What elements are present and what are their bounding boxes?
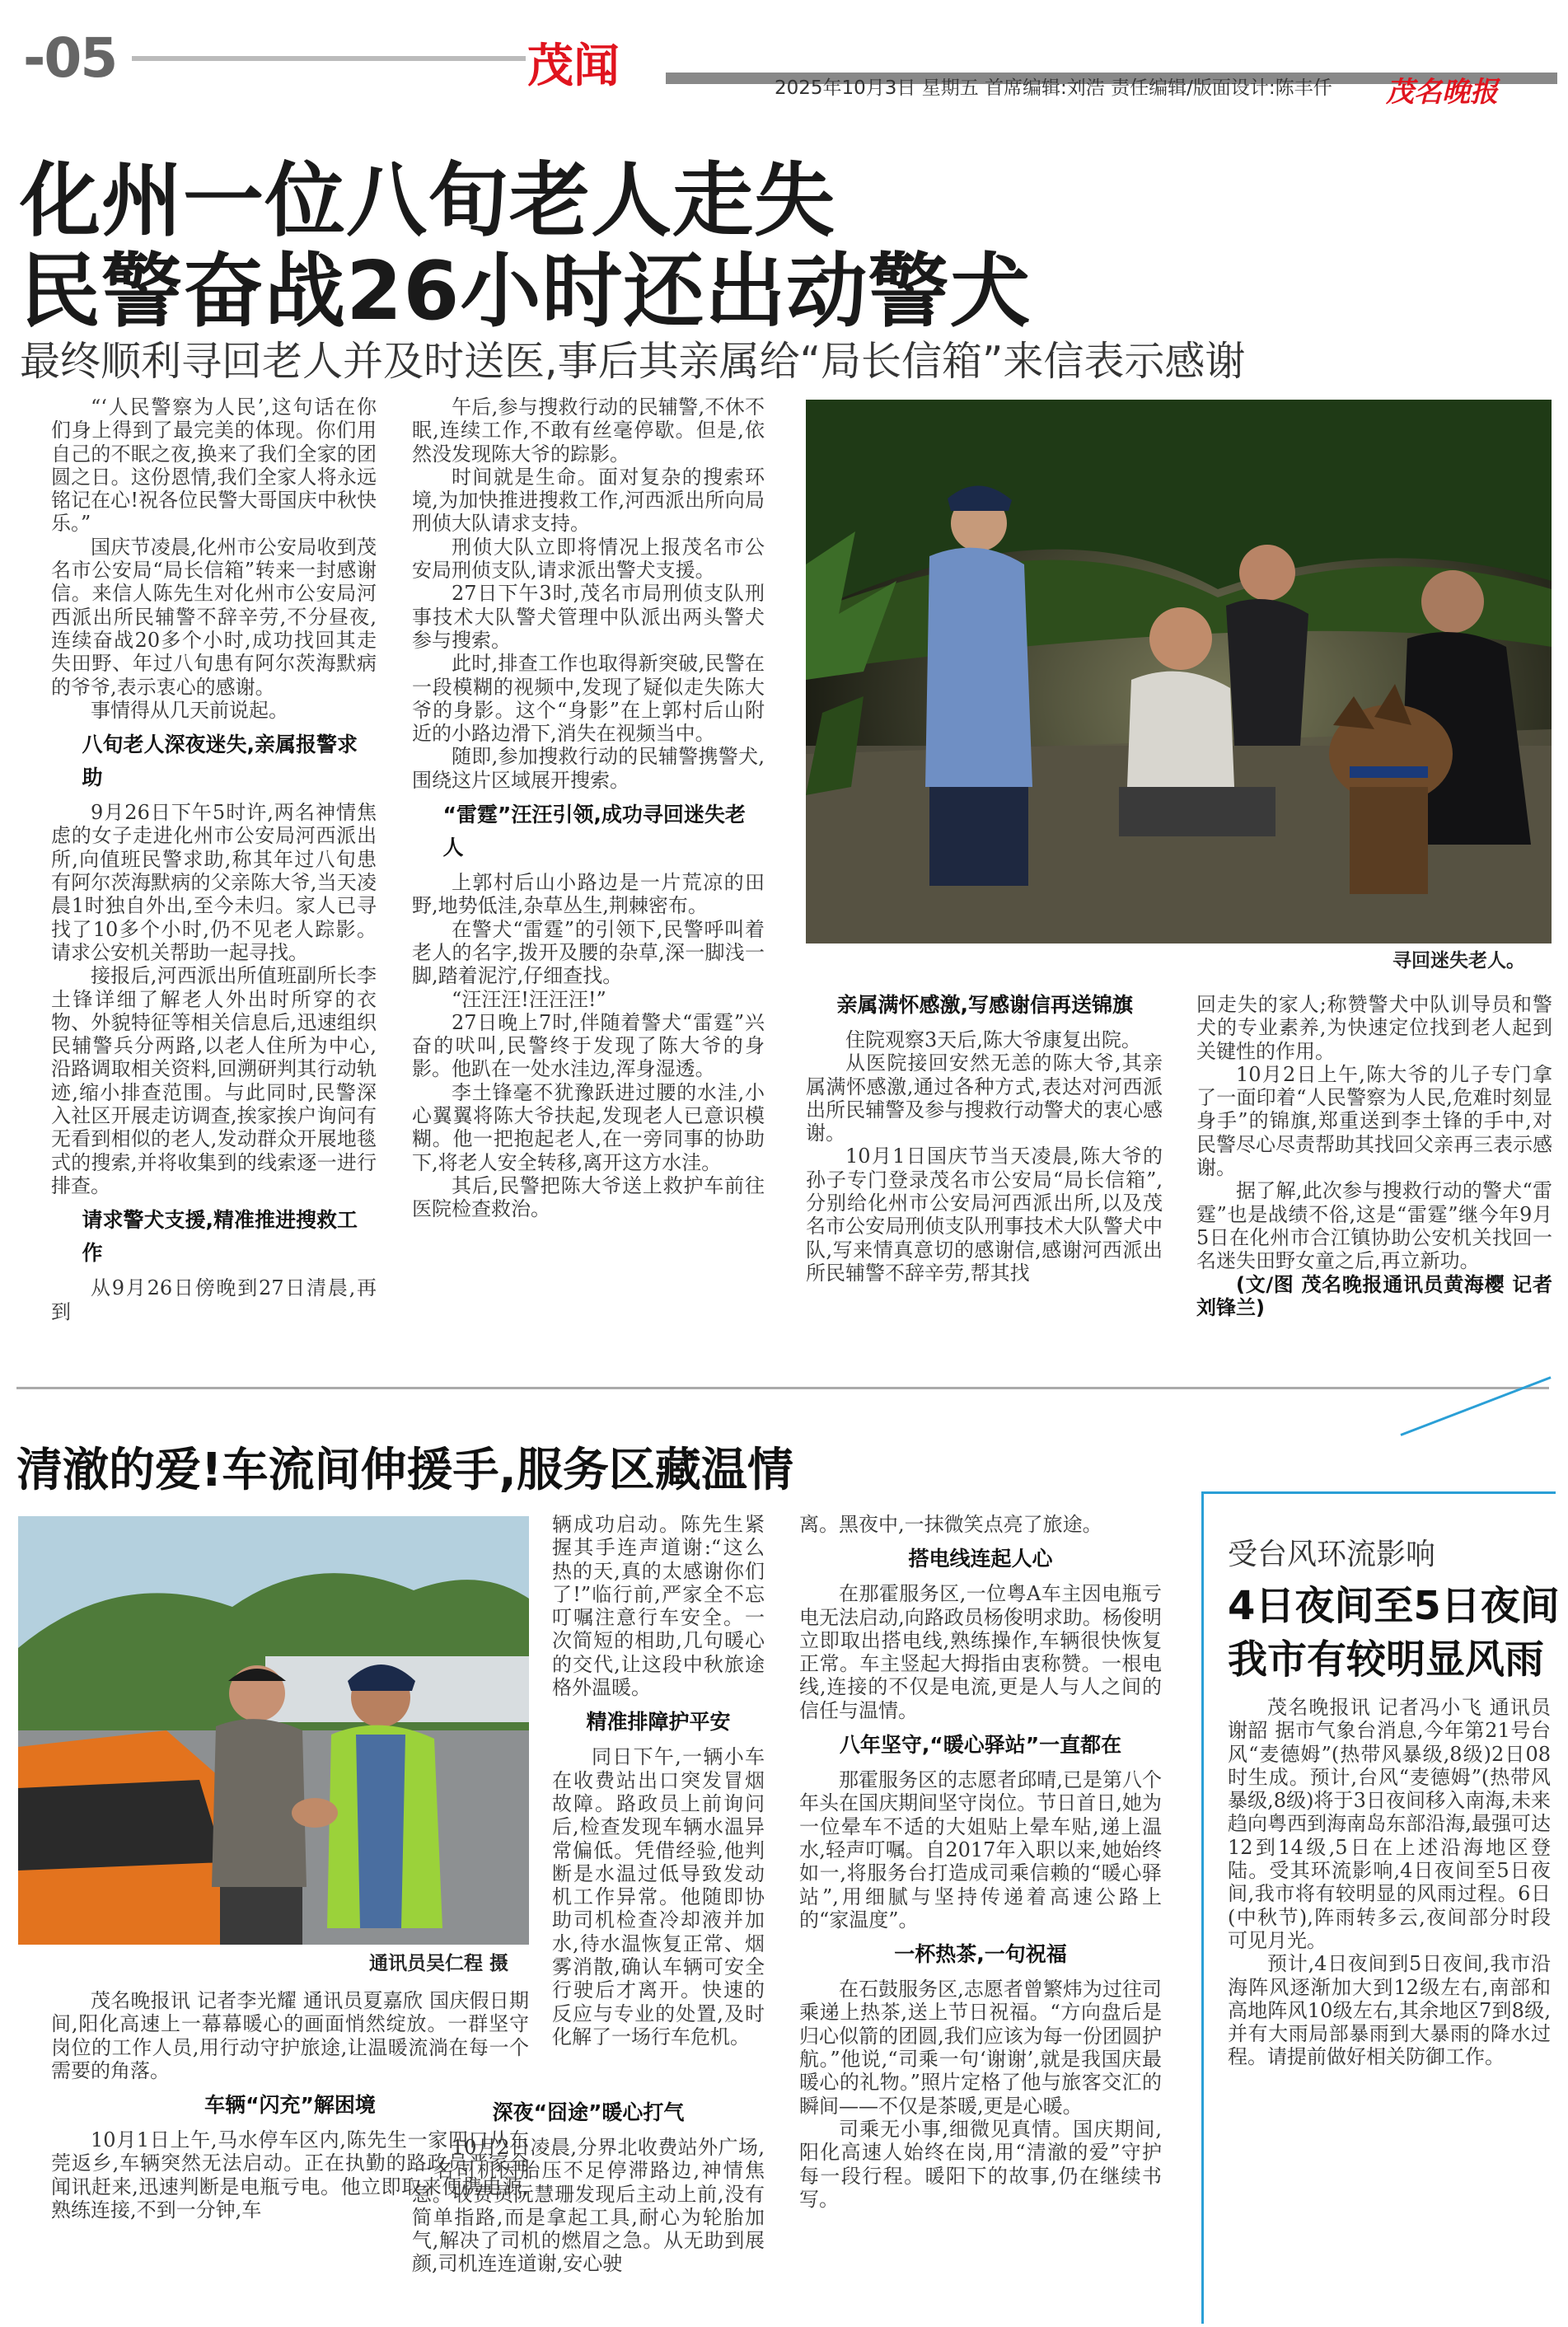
paragraph: 此时,排查工作也取得新突破,民警在一段模糊的视频中,发现了疑似走失陈大爷的身影。这个“身影”在上郭村后山附近的小路边滑下,消失在视频当中。 (412, 652, 765, 746)
story3-kicker: 受台风环流影响 (1228, 1538, 1436, 1571)
paragraph: 随即,参加搜救行动的民辅警携警犬,围绕这片区域展开搜索。 (412, 745, 765, 792)
story1-headline-line2: 民警奋战26小时还出动警犬 (20, 245, 1032, 339)
paragraph: 回走失的家人;称赞警犬中队训导员和警犬的专业素养,为快速定位找到老人起到关键性的作用。 (1196, 993, 1552, 1063)
paragraph: 辆成功启动。陈先生紧握其手连声道谢:“这么热的天,真的太感谢你们了!”临行前,严家全不忘叮嘱注意行车安全。一次简短的相助,几句暖心的交代,让这段中秋旅途格外温暖。 (552, 1513, 765, 1700)
paragraph: 茂名晚报讯 记者冯小飞 通讯员谢韶 据市气象台消息,今年第21号台风“麦德姆”(热带风暴级,8级)2日08时生成。预计,台风“麦德姆”(热带风暴级,8级)将于3日夜间移入南海,未来趋向粤西到海南岛东部沿海,最强可达12到14级,5日在上述沿海地区登陆。受其环流影响,4日夜间至5日夜间,我市将有较明显的风雨过程。6日(中秋节),阵雨转多云,夜间部分时段可见月光。 (1228, 1696, 1551, 1952)
paragraph: 午后,参与搜救行动的民辅警,不休不眠,连续工作,不敢有丝毫停歇。但是,依然没发现陈大爷的踪影。 (412, 396, 765, 466)
story2-subheading-2: 精准排障护平安 (586, 1710, 731, 1735)
story2-column-2a (552, 1513, 765, 2048)
story1-column-2 (412, 396, 765, 1221)
story1-column-4 (1196, 993, 1552, 1319)
story1-subheading-1: 八旬老人深夜迷失,亲属报警求助 (82, 733, 358, 790)
page-number: -05 (23, 26, 117, 90)
paragraph: 10月1日上午,马水停车区内,陈先生一家四口从东莞返乡,车辆突然无法启动。正在执勤的路政员严家全闻讯赶来,迅速判断是电瓶亏电。他立即取来便携电源,熟练连接,不到一分钟,车 (51, 2128, 529, 2222)
paragraph: 预计,4日夜间到5日夜间,我市沿海阵风逐渐加大到12级左右,南部和高地阵风10级左右,其余地区7到8级,并有大雨局部暴雨到大暴雨的降水过程。请提前做好相关防御工作。 (1228, 1952, 1551, 2069)
paragraph: 在那霍服务区,一位粤A车主因电瓶亏电无法启动,向路政员杨俊明求助。杨俊明立即取出搭电线,熟练操作,车辆很快恢复正常。车主竖起大拇指由衷称赞。一根电线,连接的不仅是电流,更是人与人之间的信任与温情。 (799, 1582, 1162, 1722)
paragraph: 事情得从几天前说起。 (91, 698, 288, 722)
paragraph: 在警犬“雷霆”的引领下,民警呼叫着老人的名字,拨开及腰的杂草,深一脚浅一脚,踏着泥泞,仔细查找。 (412, 917, 765, 988)
story2-photo (18, 1516, 529, 1945)
story1-byline: (文/图 茂名晚报通讯员黄海樱 记者刘锋兰) (1196, 1272, 1552, 1319)
section-divider (16, 1387, 1549, 1389)
story2-headline: 清澈的爱!车流间伸援手,服务区藏温情 (16, 1444, 793, 1497)
paragraph: 10月2日上午,陈大爷的儿子专门拿了一面印着“人民警察为人民,危难时刻显身手”的锦旗,郑重送到李土锋的手中,对民警尽心尽责帮助其找回父亲再三表示感谢。 (1196, 1062, 1552, 1180)
story2-subheading-5: 八年坚守,“暖心驿站”一直都在 (839, 1733, 1122, 1758)
story1-subheading-4: 亲属满怀感激,写感谢信再送锦旗 (836, 993, 1133, 1017)
paragraph: 上郭村后山小路边是一片荒凉的田野,地势低洼,杂草丛生,荆棘密布。 (412, 871, 765, 918)
paragraph: 10月2日凌晨,分界北收费站外广场,一名司机因胎压不足停滞路边,神情焦急。收费员阮慧珊发现后主动上前,没有简单指路,而是拿起工具,耐心为轮胎加气,解决了司机的燃眉之急。从无助到展颜,司机连连道谢,安心驶 (412, 2136, 765, 2276)
story2-subheading-6: 一杯热茶,一句祝福 (894, 1942, 1067, 1967)
paragraph: 9月26日下午5时许,两名神情焦虑的女子走进化州市公安局河西派出所,向值班民警求助,称其年过八旬患有阿尔茨海默病的父亲陈大爷,当天凌晨1时独自外出,至今未归。家人已寻找了10多个小时,仍不见老人踪影。请求公安机关帮助一起寻找。 (51, 801, 377, 964)
paragraph: 国庆节凌晨,化州市公安局收到茂名市公安局“局长信箱”转来一封感谢信。来信人陈先生对化州市公安局河西派出所民辅警不辞辛劳,不分昼夜,连续奋战20多个小时,成功找回其走失田野、年过八旬患有阿尔茨海默病的爷爷,表示衷心的感谢。 (51, 535, 377, 699)
story1-subheading-3: “雷霆”汪汪引领,成功寻回迷失老人 (442, 803, 746, 860)
masthead-rule (132, 56, 526, 61)
paragraph: 在石鼓服务区,志愿者曾繁炜为过往司乘递上热茶,送上节日祝福。“方向盘后是归心似箭的团圆,我们应该为每一份团圆护航。”他说,“司乘一句‘谢谢’,就是我国庆最暖心的礼物。”照片定格了他与旅客交汇的瞬间——不仅是茶暖,更是心暖。 (799, 1978, 1162, 2118)
story1-column-1 (51, 396, 377, 1323)
paragraph: 司乘无小事,细微见真情。国庆期间,阳化高速人始终在岗,用“清澈的爱”守护每一段行程。暖阳下的故事,仍在继续书写。 (799, 2117, 1162, 2211)
paragraph: 那霍服务区的志愿者邱晴,已是第八个年头在国庆期间坚守岗位。节日首日,她为一位晕车不适的大姐贴上晕车贴,递上温水,轻声叮嘱。自2017年入职以来,她始终如一,将服务台打造成司乘信赖的“暖心驿站”,用细腻与坚持传递着高速公路上的“家温度”。 (799, 1768, 1162, 1931)
story3-headline-line2: 我市有较明显风雨 (1228, 1636, 1545, 1683)
story1-subheading-2: 请求警犬支援,精准推进搜救工作 (82, 1208, 358, 1266)
story3-body (1228, 1696, 1551, 2069)
paragraph: 其后,民警把陈大爷送上救护车前往医院检查救治。 (412, 1173, 765, 1221)
story2-subheading-4: 搭电线连起人心 (908, 1547, 1053, 1571)
paragraph: 时间就是生命。面对复杂的搜索环境,为加快推进搜救工作,河西派出所向局刑侦大队请求支持。 (412, 465, 765, 536)
paragraph: 据了解,此次参与搜救行动的警犬“雷霆”也是战绩不俗,这是“雷霆”继今年9月5日在化州市合江镇协助公安机关找回一名迷失田野女童之后,再立新功。 (1196, 1179, 1552, 1273)
story2-column-3 (799, 1513, 1162, 2211)
section-title: 茂闻 (527, 39, 620, 93)
paragraph: “汪汪汪!汪汪汪!” (452, 987, 606, 1011)
paragraph: 刑侦大队立即将情况上报茂名市公安局刑侦支队,请求派出警犬支援。 (412, 535, 765, 583)
paragraph: 住院观察3天后,陈大爷康复出院。 (845, 1028, 1141, 1051)
story2-subheading-3: 深夜“囧途”暖心打气 (492, 2100, 685, 2124)
story3-headline-line1: 4日夜间至5日夜间 (1228, 1583, 1560, 1629)
issue-info: 2025年10月3日 星期五 首席编辑:刘浩 责任编辑/版面设计:陈丰仟 (775, 77, 1332, 99)
paragraph: 接报后,河西派出所值班副所长李土锋详细了解老人外出时所穿的衣物、外貌特征等相关信息后,迅速组织民辅警兵分两路,以老人住所为中心,沿路调取相关资料,回溯研判其行动轨迹,缩小排查范围。与此同时,民警深入社区开展走访调查,挨家挨户询问有无看到相似的老人,发动群众开展地毯式的搜索,并将收集到的线索逐一进行排查。 (51, 964, 377, 1197)
handshake-scene-illustration (18, 1516, 529, 1945)
weather-box-corner-line (1400, 1376, 1551, 1436)
story1-subhead: 最终顺利寻回老人并及时送医,事后其亲属给“局长信箱”来信表示感谢 (20, 338, 1246, 385)
paragraph: 同日下午,一辆小车在收费站出口突发冒烟故障。路政员上前询问后,检查发现车辆水温异常偏低。凭借经验,他判断是水温过低导致发动机工作异常。他随即协助司机检查冷却液并加水,待水温恢复正常、烟雾消散,确认车辆可安全行驶后才离开。快速的反应与专业的处置,及时化解了一场行车危机。 (552, 1745, 765, 2048)
story2-subheading-1: 车辆“闪充”解困境 (204, 2093, 376, 2118)
rescue-scene-illustration (806, 400, 1552, 943)
paragraph: 从9月26日傍晚到27日清晨,再到 (51, 1276, 377, 1323)
story1-photo (806, 400, 1552, 943)
story2-column-2b (412, 2090, 765, 2276)
story1-photo-caption: 寻回迷失老人。 (1392, 950, 1525, 972)
paragraph: 茂名晚报讯 记者李光耀 通讯员夏嘉欣 国庆假日期间,阳化高速上一幕幕暖心的画面悄然绽放。一群坚守岗位的工作人员,用行动守护旅途,让温暖流淌在每一个需要的角落。 (51, 1989, 529, 2082)
paragraph: 27日晚上7时,伴随着警犬“雷霆”兴奋的吠叫,民警终于发现了陈大爷的身影。他趴在一处水洼边,浑身湿透。 (412, 1010, 765, 1081)
paragraph: 李土锋毫不犹豫跃进过腰的水洼,小心翼翼将陈大爷扶起,发现老人已意识模糊。他一把抱起老人,在一旁同事的协助下,将老人安全转移,离开这方水洼。 (412, 1080, 765, 1174)
paragraph: 27日下午3时,茂名市局刑侦支队刑事技术大队警犬管理中队派出两头警犬参与搜索。 (412, 582, 765, 652)
story1-column-3 (806, 989, 1163, 1285)
newspaper-logo: 茂名晚报 (1386, 76, 1498, 109)
story2-photo-caption: 通讯员吴仁程 摄 (369, 1953, 509, 1974)
paragraph: 从医院接回安然无恙的陈大爷,其亲属满怀感激,通过各种方式,表达对河西派出所民辅警及参与搜救行动警犬的衷心感谢。 (806, 1051, 1163, 1145)
paragraph: 离。黑夜中,一抹微笑点亮了旅途。 (799, 1513, 1102, 1536)
paragraph: “‘人民警察为人民’,这句话在你们身上得到了最完美的体现。你们用自己的不眠之夜,换来了我们全家的团圆之日。这份恩情,我们全家人将永远铭记在心!祝各位民警大哥国庆中秋快乐。” (51, 396, 377, 536)
story1-headline-line1: 化州一位八旬老人走失 (20, 154, 836, 248)
paragraph: 10月1日国庆节当天凌晨,陈大爷的孙子专门登录茂名市公安局“局长信箱”,分别给化州市公安局河西派出所,以及茂名市公安局刑侦支队刑事技术大队警犬中队,写来情真意切的感谢信,感谢河西派出所民辅警不辞辛劳,帮其找 (806, 1145, 1163, 1285)
